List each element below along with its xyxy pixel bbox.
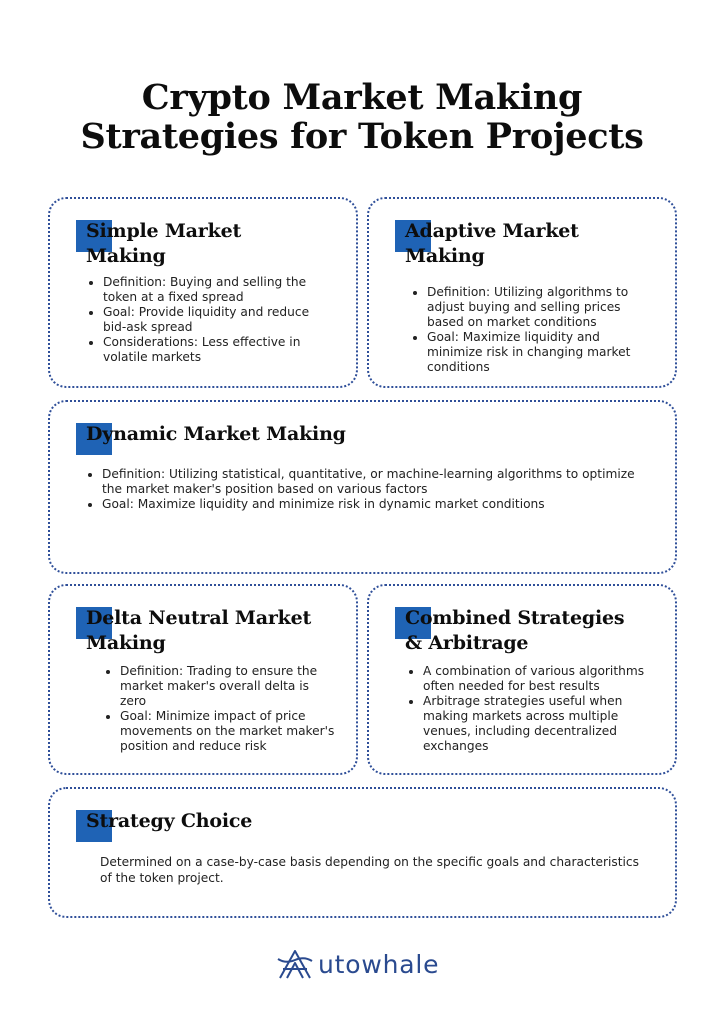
- card-title: Simple Market Making: [86, 219, 261, 269]
- list-item: • Goal: Provide liquidity and reduce bid-ask spread: [103, 305, 336, 335]
- card-delta-neutral-market-making: [48, 584, 358, 775]
- card-combined-strategies-arbitrage: [367, 584, 677, 775]
- card-bullet-list: [405, 285, 655, 375]
- logo-text: utowhale: [318, 949, 440, 979]
- card-title: Dynamic Market Making: [86, 422, 651, 447]
- card-title: Combined Strategies & Arbitrage: [405, 606, 645, 656]
- card-simple-market-making: [48, 197, 358, 388]
- list-item: • Definition: Buying and selling the token at a fixed spread: [103, 275, 336, 305]
- list-item: • Goal: Minimize impact of price movements on the market maker's position and reduce risk: [120, 709, 336, 754]
- list-item: • Considerations: Less effective in volatile markets: [103, 335, 336, 365]
- list-item: • A combination of various algorithms often needed for best results: [423, 664, 655, 694]
- list-item: • Goal: Maximize liquidity and minimize risk in changing market conditions: [427, 330, 655, 375]
- title-line-1: Crypto Market Making: [141, 77, 583, 118]
- card-title: Adaptive Market Making: [405, 219, 605, 269]
- card-bullet-list: [405, 664, 655, 754]
- autowhale-a-icon: [276, 947, 314, 981]
- card-title: Strategy Choice: [86, 809, 647, 834]
- card-strategy-choice: [48, 787, 677, 918]
- card-dynamic-market-making: [48, 400, 677, 574]
- card-body-text: Determined on a case-by-case basis depending on the specific goals and characteristics of the token project.: [100, 855, 639, 885]
- card-bullet-list: [86, 467, 651, 512]
- card-title: Delta Neutral Market Making: [86, 606, 326, 656]
- card-adaptive-market-making: [367, 197, 677, 388]
- list-item: • Definition: Utilizing algorithms to adjust buying and selling prices based on market conditions: [427, 285, 655, 330]
- card-bullet-list: [86, 275, 336, 365]
- list-item: • Definition: Utilizing statistical, quantitative, or machine-learning algorithms to optimize the market maker's position based on various factors: [102, 467, 651, 497]
- page-title: [0, 78, 724, 156]
- autowhale-logo: [276, 944, 439, 984]
- list-item: • Definition: Trading to ensure the market maker's overall delta is zero: [120, 664, 336, 709]
- list-item: • Arbitrage strategies useful when making markets across multiple venues, including decentralized exchanges: [423, 694, 655, 754]
- title-line-2: Strategies for Token Projects: [80, 116, 644, 157]
- list-item: • Goal: Maximize liquidity and minimize risk in dynamic market conditions: [102, 497, 651, 512]
- card-bullet-list: [86, 664, 336, 754]
